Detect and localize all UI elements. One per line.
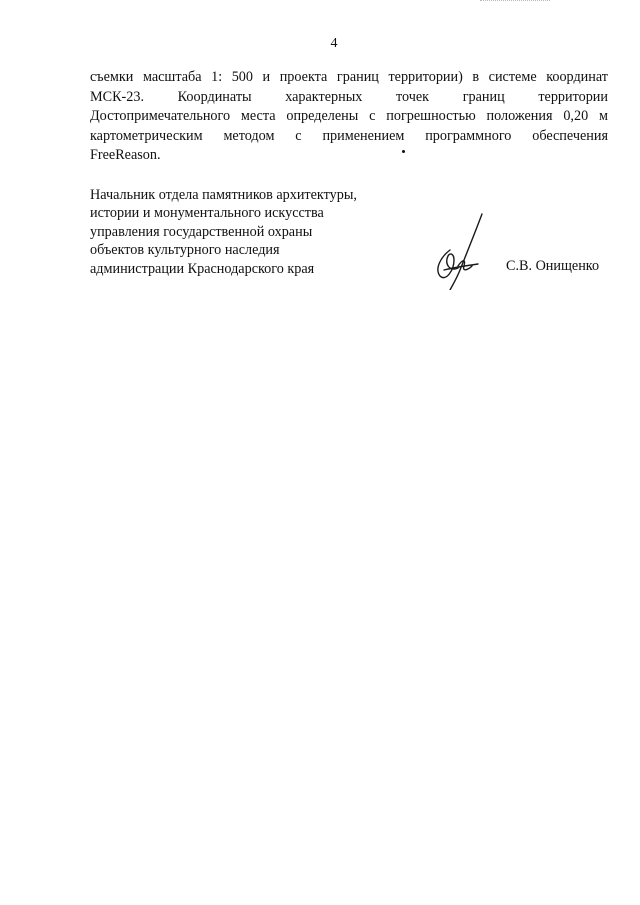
handwritten-signature-icon [420, 210, 500, 290]
position-line-2: истории и монументального искусства [90, 205, 324, 222]
stray-dot [402, 150, 405, 153]
signer-name: С.В. Онищенко [506, 258, 600, 274]
body-line-2: МСК-23. Координаты характерных точек границ территории [90, 88, 608, 105]
position-line-3: управления государственной охраны [90, 223, 313, 240]
position-line-5: администрации Краснодарского края [90, 260, 315, 277]
position-line-1: Начальник отдела памятников архитектуры, [90, 187, 357, 203]
scan-edge-mark [480, 0, 550, 3]
position-line-4: объектов культурного наследия [90, 242, 280, 259]
body-paragraph [90, 68, 608, 166]
body-line-5: FreeReason. [90, 147, 161, 164]
body-line-1: съемки масштаба 1: 500 и проекта границ территории) в системе координат [90, 69, 608, 85]
body-line-3: Достопримечательного места определены с погрешностью положения 0,20 м [90, 108, 608, 125]
body-line-4: картометрическим методом с применением программного обеспечения [90, 127, 608, 144]
signatory-position [90, 186, 390, 278]
page-number: 4 [330, 36, 338, 51]
